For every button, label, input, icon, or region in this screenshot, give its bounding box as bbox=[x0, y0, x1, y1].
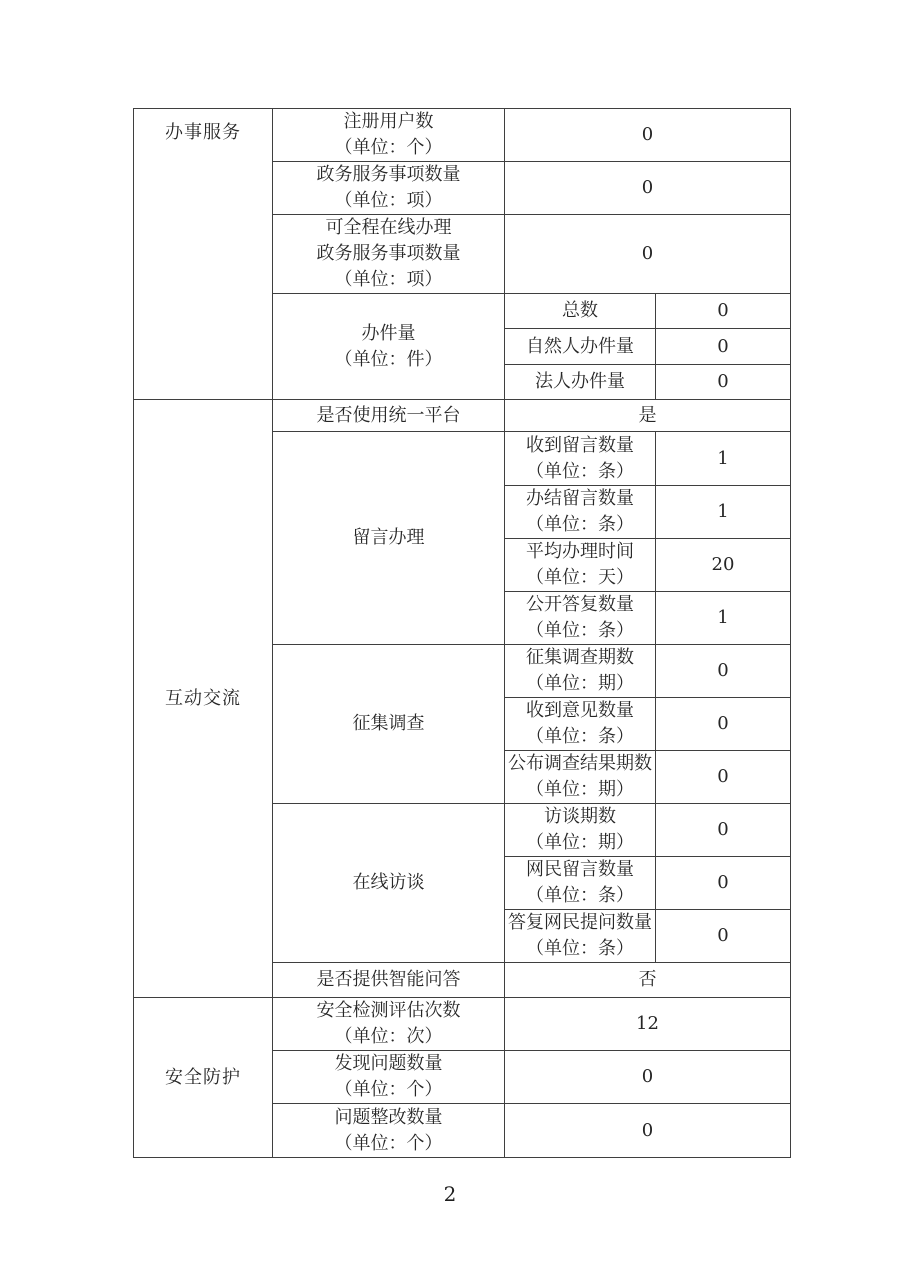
value-messages-completed: 1 bbox=[656, 486, 791, 539]
item-unit: （单位：个） bbox=[334, 1132, 443, 1154]
item-registered-users bbox=[273, 109, 505, 162]
item-problems-found bbox=[273, 1051, 505, 1104]
subitem-natural-person-label: 自然人办件量 bbox=[505, 329, 656, 365]
item-full-online-items bbox=[273, 215, 505, 294]
item-unit: （单位：个） bbox=[334, 137, 443, 158]
value-interview-periods: 0 bbox=[656, 804, 791, 857]
value-unified-platform: 是 bbox=[505, 400, 791, 432]
item-gov-service-items bbox=[273, 162, 505, 215]
subitem-unit: （单位：条） bbox=[526, 938, 634, 959]
item-label: 可全程在线办理 bbox=[325, 217, 452, 238]
value-registered-users: 0 bbox=[505, 109, 791, 162]
annual-report-table bbox=[133, 108, 791, 1158]
subitem-label: 收到留言数量 bbox=[526, 434, 634, 456]
value-avg-handling-time: 20 bbox=[656, 539, 791, 592]
subitem-unit: （单位：条） bbox=[526, 514, 634, 535]
subitem-netizen-messages bbox=[505, 857, 656, 910]
value-survey-results-published: 0 bbox=[656, 751, 791, 804]
value-problems-rectified: 0 bbox=[505, 1104, 791, 1158]
value-netizen-questions-answered: 0 bbox=[656, 910, 791, 963]
subitem-unit: （单位：天） bbox=[526, 567, 634, 588]
subitem-unit: （单位：条） bbox=[526, 620, 634, 641]
value-public-replies: 1 bbox=[656, 592, 791, 645]
subitem-unit: （单位：条） bbox=[526, 885, 634, 906]
value-full-online-items: 0 bbox=[505, 215, 791, 294]
value-legal-person: 0 bbox=[656, 365, 791, 400]
subitem-legal-person-label: 法人办件量 bbox=[505, 365, 656, 400]
subitem-unit: （单位：条） bbox=[526, 726, 634, 747]
value-natural-person: 0 bbox=[656, 329, 791, 365]
item-unit: （单位：次） bbox=[334, 1026, 443, 1047]
subitem-opinions-received bbox=[505, 698, 656, 751]
subitem-label: 网民留言数量 bbox=[526, 859, 634, 880]
subitem-unit: （单位：条） bbox=[526, 460, 634, 482]
value-security-assessments: 12 bbox=[505, 998, 791, 1051]
subitem-unit: （单位：期） bbox=[526, 832, 634, 853]
subitem-messages-completed bbox=[505, 486, 656, 539]
item-label: 政务服务事项数量 bbox=[316, 164, 461, 185]
subitem-total-label: 总数 bbox=[505, 294, 656, 329]
item-label: 政务服务事项数量 bbox=[316, 243, 461, 264]
item-unit: （单位：项） bbox=[334, 190, 443, 211]
value-total: 0 bbox=[656, 294, 791, 329]
value-smart-qa: 否 bbox=[505, 963, 791, 998]
subitem-label: 征集调查期数 bbox=[526, 647, 634, 668]
subitem-unit: （单位：期） bbox=[526, 673, 634, 694]
item-label: 问题整改数量 bbox=[334, 1106, 443, 1128]
subitem-label: 公开答复数量 bbox=[526, 594, 634, 615]
item-online-interview-label: 在线访谈 bbox=[273, 804, 505, 963]
item-unit: （单位：项） bbox=[334, 269, 443, 290]
subitem-label: 平均办理时间 bbox=[526, 541, 634, 562]
item-unit: （单位：件） bbox=[334, 348, 443, 370]
subitem-label: 公布调查结果期数 bbox=[508, 753, 652, 774]
item-label: 注册用户数 bbox=[343, 111, 434, 132]
subitem-unit: （单位：期） bbox=[526, 779, 634, 800]
value-gov-service-items: 0 bbox=[505, 162, 791, 215]
item-survey-label: 征集调查 bbox=[273, 645, 505, 804]
value-netizen-messages: 0 bbox=[656, 857, 791, 910]
subitem-survey-periods bbox=[505, 645, 656, 698]
subitem-interview-periods bbox=[505, 804, 656, 857]
value-problems-found: 0 bbox=[505, 1051, 791, 1104]
table-row bbox=[134, 109, 791, 162]
item-smart-qa-label: 是否提供智能问答 bbox=[273, 963, 505, 998]
item-message-handling-label: 留言办理 bbox=[273, 432, 505, 645]
section-office-services-label: 办事服务 bbox=[134, 109, 273, 400]
item-label: 办件量 bbox=[361, 322, 416, 344]
item-label: 发现问题数量 bbox=[334, 1053, 443, 1074]
subitem-label: 答复网民提问数量 bbox=[508, 912, 652, 933]
subitem-label: 收到意见数量 bbox=[526, 700, 634, 721]
section-interaction-label: 互动交流 bbox=[134, 400, 273, 998]
item-case-volume bbox=[273, 294, 505, 400]
value-survey-periods: 0 bbox=[656, 645, 791, 698]
item-unified-platform-label: 是否使用统一平台 bbox=[273, 400, 505, 432]
item-problems-rectified bbox=[273, 1104, 505, 1158]
item-unit: （单位：个） bbox=[334, 1079, 443, 1100]
table-row bbox=[134, 400, 791, 432]
value-opinions-received: 0 bbox=[656, 698, 791, 751]
subitem-netizen-questions-answered bbox=[505, 910, 656, 963]
subitem-public-replies bbox=[505, 592, 656, 645]
item-label: 安全检测评估次数 bbox=[316, 1000, 461, 1021]
section-security-label: 安全防护 bbox=[134, 998, 273, 1158]
subitem-messages-received bbox=[505, 432, 656, 486]
subitem-label: 办结留言数量 bbox=[526, 488, 634, 509]
table-row bbox=[134, 998, 791, 1051]
subitem-avg-handling-time bbox=[505, 539, 656, 592]
value-messages-received: 1 bbox=[656, 432, 791, 486]
page-number: 2 bbox=[443, 1182, 457, 1206]
item-security-assessments bbox=[273, 998, 505, 1051]
subitem-survey-results-published bbox=[505, 751, 656, 804]
subitem-label: 访谈期数 bbox=[544, 806, 616, 827]
